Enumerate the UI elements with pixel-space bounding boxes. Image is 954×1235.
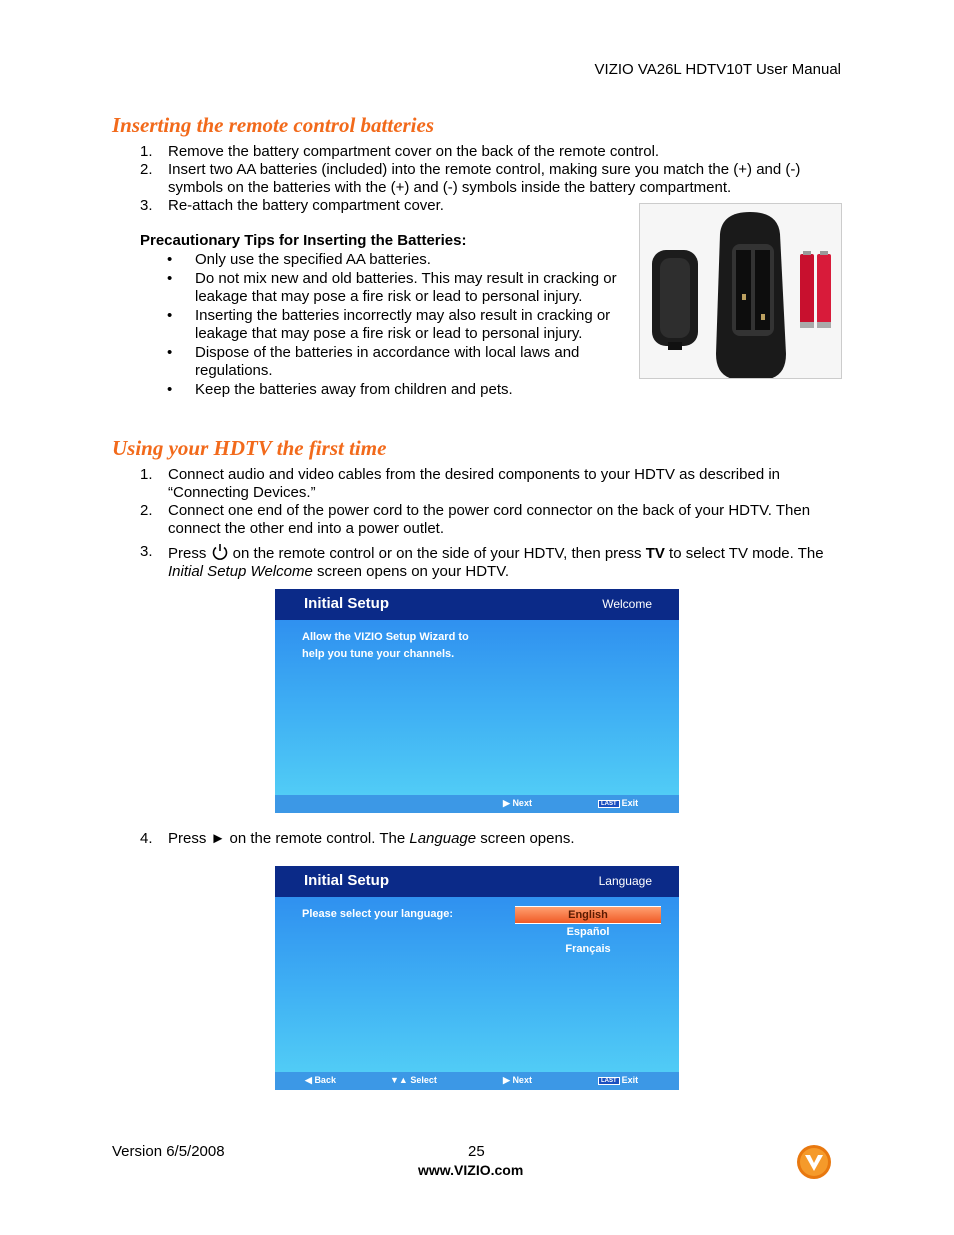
back-arrow-icon: ◀ <box>305 1075 312 1085</box>
bullet: • <box>167 270 173 287</box>
list-item <box>140 466 840 502</box>
tv-exit-label: Exit <box>621 1075 639 1085</box>
remote-battery-photo <box>639 203 842 379</box>
step-number: 3. <box>140 197 153 214</box>
last-key-icon: LAST <box>598 1077 620 1085</box>
play-arrow-icon: ▶ <box>503 798 510 808</box>
tv-language-prompt: Please select your language: <box>302 908 454 920</box>
step-number: 3. <box>140 543 153 560</box>
bullet: • <box>167 251 173 268</box>
tv-footer <box>275 1072 679 1090</box>
tv-back-hint <box>305 1075 336 1086</box>
tv-title: Initial Setup <box>304 872 390 889</box>
list-item <box>167 307 627 343</box>
vizio-logo-icon <box>796 1144 832 1180</box>
tv-key-label: TV <box>645 545 665 562</box>
language-option-english[interactable]: English <box>515 906 661 924</box>
play-arrow-icon: ▶ <box>503 1075 510 1085</box>
section-heading-first-time: Using your HDTV the first time <box>112 436 387 460</box>
step-text: Connect audio and video cables from the desired components to your HDTV as described in “Connecting Devices.” <box>168 466 781 501</box>
list-item <box>167 251 627 269</box>
tv-screen-name: Language <box>598 874 652 888</box>
step-text <box>168 830 840 848</box>
list-item <box>140 143 840 161</box>
list-item <box>140 543 840 581</box>
step-number: 2. <box>140 161 153 178</box>
tv-select-hint <box>390 1075 437 1085</box>
list-item <box>140 830 840 848</box>
tv-exit-hint <box>598 798 638 808</box>
tv-next-hint <box>503 1075 532 1086</box>
step-text-part: on the remote control or on the side of your HDTV, then press <box>228 545 646 562</box>
tv-welcome-screen <box>275 589 679 813</box>
footer-page-number: 25 <box>468 1143 485 1160</box>
tv-title: Initial Setup <box>304 595 390 612</box>
tips-list <box>167 251 627 399</box>
screen-name: Initial Setup Welcome <box>168 563 313 580</box>
tip-text: Inserting the batteries incorrectly may also result in cracking or leakage that may pose a fire risk or lead to personal injury. <box>195 307 611 342</box>
language-option-espanol[interactable]: Español <box>566 926 610 938</box>
tv-message-line: help you tune your channels. <box>302 648 455 660</box>
last-key-icon: LAST <box>598 800 620 808</box>
language-option-francais[interactable]: Français <box>565 943 611 955</box>
step-3 <box>140 543 840 581</box>
tip-text: Keep the batteries away from children and pets. <box>195 381 513 398</box>
tip-text: Do not mix new and old batteries. This may result in cracking or leakage that may pose a fire risk or lead to personal injury. <box>195 270 617 305</box>
step-text: Connect one end of the power cord to the power cord connector on the back of your HDTV. Then connect the other end into a power outlet. <box>168 502 811 537</box>
tip-text: Only use the specified AA batteries. <box>195 251 431 268</box>
step-text-part: screen opens. <box>476 830 575 847</box>
tips-title: Precautionary Tips for Inserting the Batteries: <box>140 232 467 249</box>
step-text <box>168 543 840 581</box>
tv-footer <box>275 795 679 813</box>
section-heading-batteries: Inserting the remote control batteries <box>112 113 435 137</box>
tv-screen-name: Welcome <box>602 597 652 611</box>
step-text: Remove the battery compartment cover on the back of the remote control. <box>168 143 660 160</box>
step-text-part: screen opens on your HDTV. <box>312 563 510 580</box>
footer-version: Version 6/5/2008 <box>112 1143 225 1160</box>
step-number: 1. <box>140 143 153 160</box>
step-text-part: to select TV mode. The <box>664 545 824 562</box>
tv-title-bar <box>275 866 679 897</box>
power-icon <box>211 543 229 561</box>
page-header: VIZIO VA26L HDTV10T User Manual <box>594 61 841 78</box>
tv-message <box>302 629 469 663</box>
tv-language-screen <box>275 866 679 1090</box>
step-text: Re-attach the battery compartment cover. <box>168 197 444 214</box>
tv-exit-label: Exit <box>621 798 639 808</box>
tv-next-label: Next <box>512 798 532 808</box>
tv-exit-hint <box>598 1075 638 1085</box>
list-item <box>140 161 840 197</box>
remote-battery-illustration <box>640 204 842 379</box>
tv-back-label: Back <box>314 1075 336 1085</box>
up-down-arrow-icon: ▼▲ <box>390 1075 408 1085</box>
step-number: 1. <box>140 466 153 483</box>
step-number: 2. <box>140 502 153 519</box>
step-text-part: Press ► on the remote control. The <box>168 830 410 847</box>
footer-url: www.VIZIO.com <box>418 1162 524 1178</box>
tv-next-hint <box>503 798 532 809</box>
step-number: 4. <box>140 830 153 847</box>
list-item <box>167 270 627 306</box>
tv-select-label: Select <box>410 1075 437 1085</box>
step-text-part: Press <box>168 545 211 562</box>
list-item <box>140 502 840 538</box>
list-item <box>167 381 627 399</box>
list-item <box>140 197 620 215</box>
tv-title-bar <box>275 589 679 620</box>
tip-text: Dispose of the batteries in accordance with local laws and regulations. <box>195 344 580 379</box>
step-4 <box>140 830 840 848</box>
step-text: Insert two AA batteries (included) into the remote control, making sure you match the (+) and (-) symbols on the batteries with the (+) and (-) symbols inside the battery compartment. <box>168 161 801 196</box>
tv-message-line: Allow the VIZIO Setup Wizard to <box>302 631 469 643</box>
bullet: • <box>167 307 173 324</box>
list-item <box>167 344 627 380</box>
bullet: • <box>167 344 173 361</box>
first-time-steps-list <box>140 466 840 538</box>
bullet: • <box>167 381 173 398</box>
screen-name: Language <box>409 830 477 847</box>
tv-next-label: Next <box>512 1075 532 1085</box>
